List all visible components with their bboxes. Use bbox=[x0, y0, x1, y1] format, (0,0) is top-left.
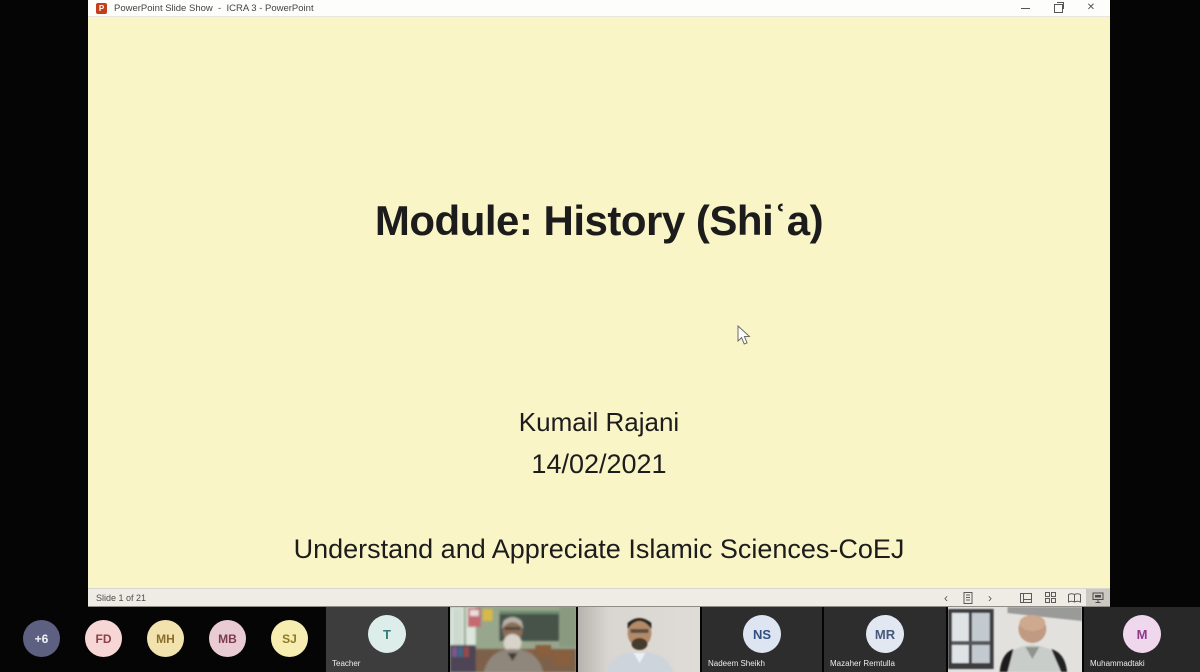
slide-canvas[interactable] bbox=[88, 17, 1110, 588]
video-tile-bald-man-window[interactable] bbox=[948, 607, 1082, 672]
participant-strip bbox=[0, 607, 1200, 672]
participant-avatar-MH[interactable]: MH bbox=[147, 620, 184, 657]
slide-sorter-view-button[interactable] bbox=[1038, 589, 1062, 606]
previous-slide-button[interactable]: ‹ bbox=[944, 590, 948, 605]
avatar-circle-MR: MR bbox=[866, 615, 904, 653]
powerpoint-window bbox=[88, 0, 1110, 607]
avatar-tile-M[interactable] bbox=[1084, 607, 1200, 672]
video-tile-bearded-man-light-wall[interactable] bbox=[578, 607, 700, 672]
powerpoint-icon: P bbox=[96, 3, 107, 14]
video-tile-classroom-elder[interactable] bbox=[450, 607, 576, 672]
mouse-cursor bbox=[737, 325, 751, 351]
slide-footer: Understand and Appreciate Islamic Sciences-CoEJ bbox=[293, 534, 905, 564]
participant-tiles bbox=[326, 607, 1200, 672]
slide-counter: Slide 1 of 21 bbox=[96, 592, 147, 603]
restore-button[interactable] bbox=[1052, 2, 1064, 14]
minimize-button[interactable] bbox=[1019, 2, 1031, 14]
overflow-avatars bbox=[0, 607, 326, 672]
participant-avatar-FD[interactable]: FD bbox=[85, 620, 122, 657]
bearded-man-light-wall-video bbox=[578, 607, 700, 672]
avatar-tile-T[interactable] bbox=[326, 607, 448, 672]
status-bar bbox=[88, 588, 1110, 606]
restore-icon bbox=[1054, 4, 1063, 13]
normal-view-button[interactable] bbox=[1014, 589, 1038, 606]
window-controls bbox=[1019, 2, 1097, 14]
slide-date: 14/02/2021 bbox=[531, 449, 667, 479]
participant-name-label: Muhammadtaki bbox=[1090, 659, 1145, 668]
avatar-circle-T: T bbox=[368, 615, 406, 653]
reading-view-button[interactable] bbox=[1062, 589, 1086, 606]
avatar-circle-NS: NS bbox=[743, 615, 781, 653]
participant-avatar-SJ[interactable]: SJ bbox=[271, 620, 308, 657]
close-button[interactable] bbox=[1085, 2, 1097, 14]
participant-avatar-plus6[interactable]: +6 bbox=[23, 620, 60, 657]
window-titlebar[interactable] bbox=[88, 0, 1110, 17]
classroom-elder-video bbox=[450, 607, 576, 672]
next-slide-button[interactable]: › bbox=[988, 590, 992, 605]
slide-title: Module: History (Shiʿa) bbox=[374, 197, 824, 244]
avatar-circle-M: M bbox=[1123, 615, 1161, 653]
participant-name-label: Teacher bbox=[332, 659, 361, 668]
avatar-tile-NS[interactable] bbox=[702, 607, 822, 672]
close-icon: ✕ bbox=[1086, 2, 1096, 13]
statusbar-controls bbox=[936, 589, 1110, 606]
minimize-icon bbox=[1021, 8, 1030, 9]
participant-avatar-MB[interactable]: MB bbox=[209, 620, 246, 657]
participant-name-label: Nadeem Sheikh bbox=[708, 659, 765, 668]
bald-man-window-video bbox=[948, 607, 1082, 672]
slide-presenter: Kumail Rajani bbox=[518, 407, 680, 437]
participant-name-label: Mazaher Remtulla bbox=[830, 659, 895, 668]
window-title: PowerPoint Slide Show - ICRA 3 - PowerPoint bbox=[114, 2, 314, 14]
slide-show-view-button[interactable] bbox=[1086, 589, 1110, 606]
annotation-menu-button[interactable] bbox=[956, 589, 980, 606]
avatar-tile-MR[interactable] bbox=[824, 607, 946, 672]
